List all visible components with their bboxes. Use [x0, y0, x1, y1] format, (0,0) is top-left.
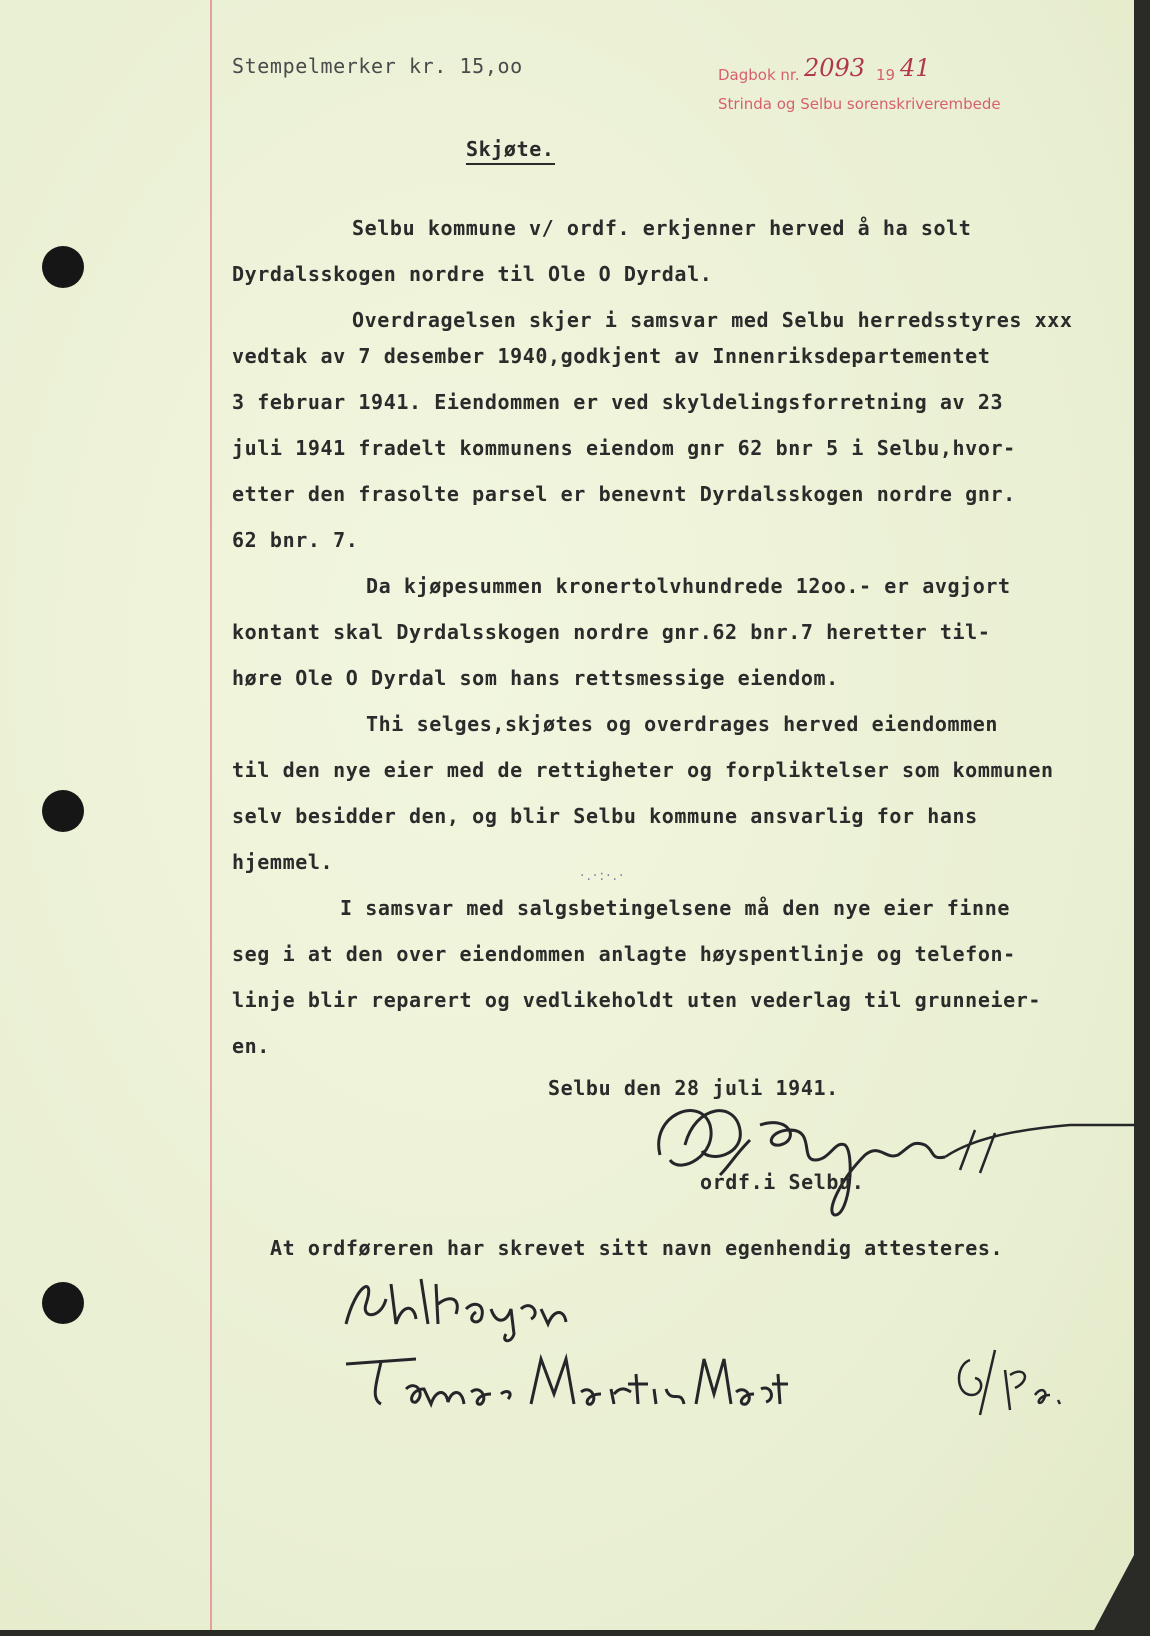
- witness-signature-2: [336, 1344, 796, 1424]
- journal-year-prefix: 19: [876, 66, 896, 84]
- body-line: Overdragelsen skjer i samsvar med Selbu herredsstyres xxx: [352, 308, 1073, 332]
- body-line: selv besidder den, og blir Selbu kommune ansvarlig for hans: [232, 804, 978, 828]
- stamp-duty-line: Stempelmerker kr. 15,oo: [232, 54, 523, 78]
- punch-hole-icon: [42, 1282, 84, 1324]
- body-line: Dyrdalsskogen nordre til Ole O Dyrdal.: [232, 262, 713, 286]
- attestation-line: At ordføreren har skrevet sitt navn egenhendig attesteres.: [270, 1236, 1004, 1260]
- place-date: Selbu den 28 juli 1941.: [548, 1076, 839, 1100]
- body-line: juli 1941 fradelt kommunens eiendom gnr 62 bnr 5 i Selbu,hvor-: [232, 436, 1016, 460]
- court-office: Strinda og Selbu sorenskriverembede: [718, 95, 1001, 113]
- margin-rule: [210, 0, 212, 1630]
- punch-hole-icon: [42, 790, 84, 832]
- journal-year: 41: [900, 54, 931, 82]
- signatory-title: ordf.i Selbu.: [700, 1170, 865, 1194]
- body-line: til den nye eier med de rettigheter og forpliktelser som kommunen: [232, 758, 1054, 782]
- witness-signature-1: [336, 1264, 596, 1344]
- punch-hole-icon: [42, 246, 84, 288]
- body-line: en.: [232, 1034, 270, 1058]
- torn-corner: [1094, 1555, 1134, 1630]
- body-line: kontant skal Dyrdalsskogen nordre gnr.62 bnr.7 heretter til-: [232, 620, 991, 644]
- body-line: 3 februar 1941. Eiendommen er ved skyldelingsforretning av 23: [232, 390, 1004, 414]
- mayor-signature: [640, 1085, 1140, 1225]
- body-line: Selbu kommune v/ ordf. erkjenner herved å ha solt: [352, 216, 972, 240]
- journal-label: Dagbok nr.: [718, 66, 800, 84]
- body-line: Da kjøpesummen kronertolvhundrede 12oo.- er avgjort: [366, 574, 1011, 598]
- body-line: høre Ole O Dyrdal som hans rettsmessige eiendom.: [232, 666, 839, 690]
- body-line: vedtak av 7 desember 1940,godkjent av Innenriksdepartementet: [232, 344, 991, 368]
- body-line: 62 bnr. 7.: [232, 528, 359, 552]
- body-line: seg i at den over eiendommen anlagte høyspentlinje og telefon-: [232, 942, 1016, 966]
- body-line: I samsvar med salgsbetingelsene må den nye eier finne: [340, 896, 1010, 920]
- body-line: linje blir reparert og vedlikeholdt uten vederlag til grunneier-: [232, 988, 1042, 1012]
- pencil-marks: ·.·:·.·: [580, 868, 626, 884]
- document-title: Skjøte.: [466, 137, 555, 165]
- body-line: etter den frasolte parsel er benevnt Dyrdalsskogen nordre gnr.: [232, 482, 1016, 506]
- initials-signature: [950, 1340, 1080, 1420]
- journal-number: 2093: [804, 54, 866, 82]
- body-line: hjemmel.: [232, 850, 334, 874]
- body-line: Thi selges,skjøtes og overdrages herved eiendommen: [366, 712, 999, 736]
